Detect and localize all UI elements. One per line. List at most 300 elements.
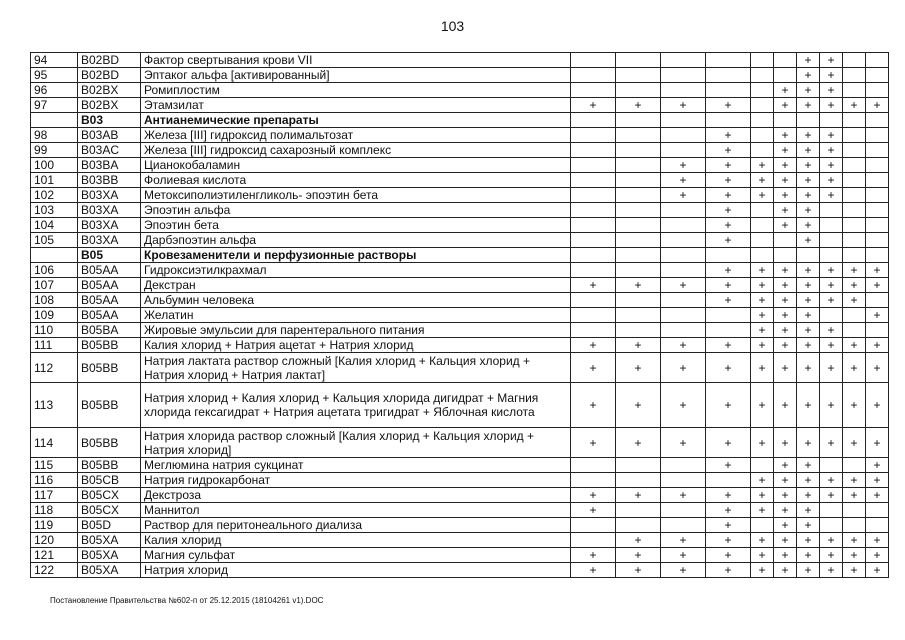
mark-cell: + (820, 383, 843, 428)
mark-cell (820, 518, 843, 533)
row-number-cell: 97 (31, 98, 78, 113)
mark-cell: + (706, 98, 751, 113)
mark-cell: + (751, 488, 774, 503)
mark-cell: + (661, 488, 706, 503)
row-number-cell: 122 (31, 563, 78, 578)
mark-cell: + (843, 263, 866, 278)
drug-name-cell: Цианокобаламин (141, 158, 571, 173)
mark-cell (661, 503, 706, 518)
mark-cell (616, 83, 661, 98)
mark-cell: + (797, 428, 820, 458)
mark-cell (706, 113, 751, 128)
mark-cell: + (820, 188, 843, 203)
mark-cell: + (797, 263, 820, 278)
mark-cell: + (661, 158, 706, 173)
mark-cell (661, 458, 706, 473)
atc-code-cell: B03AC (78, 143, 141, 158)
mark-cell: + (706, 278, 751, 293)
mark-cell (616, 458, 661, 473)
row-number-cell: 99 (31, 143, 78, 158)
mark-cell: + (797, 308, 820, 323)
mark-cell: + (706, 518, 751, 533)
mark-cell: + (661, 428, 706, 458)
mark-cell: + (797, 158, 820, 173)
atc-code-cell: B03XA (78, 218, 141, 233)
mark-cell (843, 203, 866, 218)
mark-cell: + (797, 173, 820, 188)
mark-cell: + (661, 353, 706, 383)
mark-cell (616, 503, 661, 518)
mark-cell: + (571, 548, 616, 563)
mark-cell: + (820, 158, 843, 173)
mark-cell: + (616, 563, 661, 578)
mark-cell (661, 83, 706, 98)
mark-cell: + (616, 533, 661, 548)
mark-cell: + (706, 143, 751, 158)
mark-cell (843, 503, 866, 518)
mark-cell (661, 203, 706, 218)
row-number-cell: 100 (31, 158, 78, 173)
mark-cell: + (661, 563, 706, 578)
drug-name-cell: Эптаког альфа [активированный] (141, 68, 571, 83)
mark-cell: + (751, 323, 774, 338)
mark-cell (843, 458, 866, 473)
mark-cell: + (774, 353, 797, 383)
drug-table (30, 52, 889, 578)
mark-cell (843, 158, 866, 173)
mark-cell: + (751, 308, 774, 323)
atc-code-cell: B05D (78, 518, 141, 533)
mark-cell: + (843, 563, 866, 578)
mark-cell (843, 53, 866, 68)
row-number-cell: 98 (31, 128, 78, 143)
mark-cell (661, 113, 706, 128)
mark-cell: + (843, 293, 866, 308)
drug-name-cell: Железа [III] гидроксид сахарозный комплекс (141, 143, 571, 158)
mark-cell: + (774, 83, 797, 98)
mark-cell (820, 503, 843, 518)
mark-cell: + (706, 233, 751, 248)
mark-cell: + (661, 173, 706, 188)
mark-cell (820, 308, 843, 323)
mark-cell (661, 218, 706, 233)
mark-cell: + (774, 308, 797, 323)
mark-cell (866, 188, 889, 203)
mark-cell: + (774, 128, 797, 143)
mark-cell (616, 143, 661, 158)
atc-code-cell: B05XA (78, 533, 141, 548)
mark-cell: + (616, 488, 661, 503)
mark-cell: + (706, 203, 751, 218)
mark-cell: + (820, 98, 843, 113)
mark-cell (843, 68, 866, 83)
row-number-cell: 101 (31, 173, 78, 188)
drug-name-cell: Меглюмина натрия сукцинат (141, 458, 571, 473)
mark-cell: + (820, 173, 843, 188)
mark-cell (866, 323, 889, 338)
drug-name-cell: Дарбэпоэтин альфа (141, 233, 571, 248)
mark-cell (571, 113, 616, 128)
mark-cell: + (820, 323, 843, 338)
mark-cell: + (571, 338, 616, 353)
mark-cell: + (751, 188, 774, 203)
mark-cell (616, 158, 661, 173)
mark-cell: + (616, 428, 661, 458)
mark-cell (661, 233, 706, 248)
mark-cell: + (774, 203, 797, 218)
table-row (31, 323, 889, 338)
mark-cell: + (797, 323, 820, 338)
mark-cell: + (797, 293, 820, 308)
drug-name-cell: Фактор свертывания крови VII (141, 53, 571, 68)
mark-cell (661, 53, 706, 68)
atc-code-cell: B03BA (78, 158, 141, 173)
atc-code-cell: B05XA (78, 548, 141, 563)
mark-cell (843, 83, 866, 98)
mark-cell (616, 473, 661, 488)
row-number-cell (31, 248, 78, 263)
mark-cell (751, 518, 774, 533)
mark-cell (797, 248, 820, 263)
mark-cell (571, 173, 616, 188)
mark-cell: + (571, 383, 616, 428)
mark-cell: + (820, 548, 843, 563)
mark-cell: + (706, 428, 751, 458)
atc-code-cell: B05CB (78, 473, 141, 488)
mark-cell (706, 83, 751, 98)
mark-cell: + (661, 338, 706, 353)
row-number-cell: 121 (31, 548, 78, 563)
table-row (31, 293, 889, 308)
mark-cell: + (820, 68, 843, 83)
mark-cell: + (571, 278, 616, 293)
mark-cell: + (616, 548, 661, 563)
table-row (31, 83, 889, 98)
drug-name-cell: Жировые эмульсии для парентерального питания (141, 323, 571, 338)
mark-cell: + (751, 173, 774, 188)
mark-cell: + (820, 263, 843, 278)
mark-cell: + (843, 473, 866, 488)
row-number-cell: 120 (31, 533, 78, 548)
mark-cell (866, 503, 889, 518)
mark-cell (571, 68, 616, 83)
mark-cell: + (706, 263, 751, 278)
mark-cell (571, 188, 616, 203)
mark-cell: + (706, 503, 751, 518)
mark-cell (706, 308, 751, 323)
table-row (31, 278, 889, 293)
mark-cell: + (820, 128, 843, 143)
mark-cell (820, 458, 843, 473)
mark-cell (616, 68, 661, 83)
mark-cell: + (571, 98, 616, 113)
mark-cell (661, 323, 706, 338)
mark-cell (866, 233, 889, 248)
mark-cell (706, 68, 751, 83)
mark-cell: + (843, 338, 866, 353)
mark-cell: + (706, 218, 751, 233)
drug-name-cell: Натрия хлорида раствор сложный [Калия хлорид + Кальция хлорид + Натрия хлорид] (141, 428, 571, 458)
row-number-cell: 112 (31, 353, 78, 383)
row-number-cell: 115 (31, 458, 78, 473)
mark-cell (571, 293, 616, 308)
table-row (31, 563, 889, 578)
mark-cell: + (661, 383, 706, 428)
mark-cell: + (706, 353, 751, 383)
mark-cell (571, 143, 616, 158)
mark-cell: + (820, 278, 843, 293)
mark-cell (571, 518, 616, 533)
mark-cell (616, 188, 661, 203)
mark-cell: + (774, 428, 797, 458)
mark-cell (843, 188, 866, 203)
mark-cell (571, 53, 616, 68)
mark-cell (616, 518, 661, 533)
atc-code-cell: B03 (78, 113, 141, 128)
mark-cell (661, 293, 706, 308)
mark-cell: + (706, 458, 751, 473)
table-row (31, 158, 889, 173)
mark-cell (616, 263, 661, 278)
mark-cell: + (866, 458, 889, 473)
mark-cell (571, 323, 616, 338)
mark-cell (843, 128, 866, 143)
row-number-cell: 113 (31, 383, 78, 428)
mark-cell (774, 233, 797, 248)
row-number-cell (31, 113, 78, 128)
mark-cell: + (774, 383, 797, 428)
mark-cell (661, 248, 706, 263)
atc-code-cell: B05CX (78, 488, 141, 503)
mark-cell: + (820, 563, 843, 578)
mark-cell: + (774, 563, 797, 578)
mark-cell: + (751, 263, 774, 278)
row-number-cell: 111 (31, 338, 78, 353)
mark-cell: + (774, 533, 797, 548)
atc-code-cell: B05AA (78, 308, 141, 323)
mark-cell (661, 308, 706, 323)
mark-cell (616, 113, 661, 128)
table-row (31, 218, 889, 233)
mark-cell: + (843, 548, 866, 563)
mark-cell (751, 218, 774, 233)
atc-code-cell: B03XA (78, 203, 141, 218)
mark-cell (866, 293, 889, 308)
mark-cell: + (797, 338, 820, 353)
atc-code-cell: B05BB (78, 428, 141, 458)
mark-cell: + (797, 143, 820, 158)
table-row (31, 488, 889, 503)
mark-cell: + (616, 353, 661, 383)
mark-cell (751, 248, 774, 263)
mark-cell (751, 83, 774, 98)
mark-cell: + (797, 233, 820, 248)
mark-cell (774, 248, 797, 263)
drug-name-cell: Магния сульфат (141, 548, 571, 563)
mark-cell: + (820, 428, 843, 458)
drug-name-cell: Калия хлорид + Натрия ацетат + Натрия хлорид (141, 338, 571, 353)
atc-code-cell: B02BD (78, 68, 141, 83)
mark-cell (616, 308, 661, 323)
mark-cell: + (797, 518, 820, 533)
mark-cell: + (866, 533, 889, 548)
mark-cell: + (797, 548, 820, 563)
row-number-cell: 118 (31, 503, 78, 518)
mark-cell (571, 83, 616, 98)
mark-cell (820, 218, 843, 233)
mark-cell: + (797, 53, 820, 68)
drug-name-cell: Кровезаменители и перфузионные растворы (141, 248, 571, 263)
mark-cell: + (866, 338, 889, 353)
mark-cell: + (866, 263, 889, 278)
table-row (31, 308, 889, 323)
mark-cell: + (866, 383, 889, 428)
mark-cell (616, 293, 661, 308)
mark-cell (866, 53, 889, 68)
atc-code-cell: B05CX (78, 503, 141, 518)
mark-cell: + (774, 458, 797, 473)
mark-cell (616, 248, 661, 263)
mark-cell (820, 248, 843, 263)
mark-cell: + (774, 548, 797, 563)
mark-cell: + (706, 173, 751, 188)
mark-cell: + (774, 263, 797, 278)
table-row (31, 518, 889, 533)
row-number-cell: 114 (31, 428, 78, 458)
table-row (31, 353, 889, 383)
mark-cell: + (751, 338, 774, 353)
row-number-cell: 117 (31, 488, 78, 503)
mark-cell: + (797, 278, 820, 293)
mark-cell: + (797, 98, 820, 113)
mark-cell: + (843, 488, 866, 503)
mark-cell: + (571, 488, 616, 503)
mark-cell: + (797, 473, 820, 488)
table-row (31, 173, 889, 188)
mark-cell: + (866, 473, 889, 488)
atc-code-cell: B03AB (78, 128, 141, 143)
mark-cell: + (843, 353, 866, 383)
mark-cell: + (571, 353, 616, 383)
row-number-cell: 95 (31, 68, 78, 83)
mark-cell: + (866, 98, 889, 113)
atc-code-cell: B05BB (78, 383, 141, 428)
mark-cell (571, 458, 616, 473)
atc-code-cell: B05XA (78, 563, 141, 578)
mark-cell (616, 203, 661, 218)
mark-cell (706, 473, 751, 488)
mark-cell (616, 128, 661, 143)
mark-cell: + (571, 503, 616, 518)
mark-cell: + (774, 173, 797, 188)
mark-cell: + (774, 488, 797, 503)
mark-cell: + (820, 353, 843, 383)
mark-cell: + (820, 338, 843, 353)
table-row (31, 548, 889, 563)
drug-name-cell: Калия хлорид (141, 533, 571, 548)
row-number-cell: 116 (31, 473, 78, 488)
atc-code-cell: B05BB (78, 458, 141, 473)
mark-cell (843, 233, 866, 248)
table-row (31, 188, 889, 203)
atc-code-cell: B05 (78, 248, 141, 263)
mark-cell (661, 128, 706, 143)
mark-cell: + (751, 158, 774, 173)
mark-cell (661, 518, 706, 533)
mark-cell (751, 203, 774, 218)
mark-cell: + (661, 188, 706, 203)
mark-cell (751, 143, 774, 158)
mark-cell (706, 248, 751, 263)
mark-cell (571, 533, 616, 548)
mark-cell: + (866, 308, 889, 323)
mark-cell (661, 68, 706, 83)
mark-cell: + (797, 563, 820, 578)
mark-cell: + (571, 563, 616, 578)
mark-cell (661, 143, 706, 158)
drug-name-cell: Эпоэтин альфа (141, 203, 571, 218)
drug-name-cell: Ромиплостим (141, 83, 571, 98)
mark-cell: + (706, 188, 751, 203)
mark-cell: + (706, 383, 751, 428)
mark-cell: + (797, 83, 820, 98)
mark-cell (820, 233, 843, 248)
drug-name-cell: Натрия гидрокарбонат (141, 473, 571, 488)
atc-code-cell: B02BX (78, 83, 141, 98)
drug-name-cell: Альбумин человека (141, 293, 571, 308)
footer-note: Постановление Правительства №602-п от 25.12.2015 (18104261 v1).DOC (50, 596, 324, 605)
mark-cell (866, 83, 889, 98)
row-number-cell: 104 (31, 218, 78, 233)
mark-cell (616, 233, 661, 248)
mark-cell (571, 218, 616, 233)
mark-cell (751, 53, 774, 68)
mark-cell: + (820, 533, 843, 548)
mark-cell (843, 518, 866, 533)
mark-cell (843, 308, 866, 323)
mark-cell (866, 68, 889, 83)
mark-cell (866, 218, 889, 233)
section-row (31, 248, 889, 263)
mark-cell (751, 128, 774, 143)
drug-name-cell: Желатин (141, 308, 571, 323)
mark-cell: + (706, 548, 751, 563)
table-row (31, 263, 889, 278)
table-row (31, 428, 889, 458)
mark-cell: + (774, 218, 797, 233)
mark-cell: + (751, 383, 774, 428)
mark-cell: + (820, 83, 843, 98)
mark-cell (843, 113, 866, 128)
mark-cell: + (774, 158, 797, 173)
mark-cell: + (820, 143, 843, 158)
mark-cell: + (820, 293, 843, 308)
mark-cell (797, 113, 820, 128)
mark-cell (866, 173, 889, 188)
mark-cell (616, 53, 661, 68)
mark-cell: + (797, 128, 820, 143)
mark-cell: + (820, 53, 843, 68)
mark-cell: + (820, 488, 843, 503)
drug-name-cell: Декстран (141, 278, 571, 293)
row-number-cell: 109 (31, 308, 78, 323)
mark-cell: + (661, 98, 706, 113)
drug-name-cell: Эпоэтин бета (141, 218, 571, 233)
table-row (31, 458, 889, 473)
table-row (31, 473, 889, 488)
table-row (31, 98, 889, 113)
mark-cell: + (774, 278, 797, 293)
